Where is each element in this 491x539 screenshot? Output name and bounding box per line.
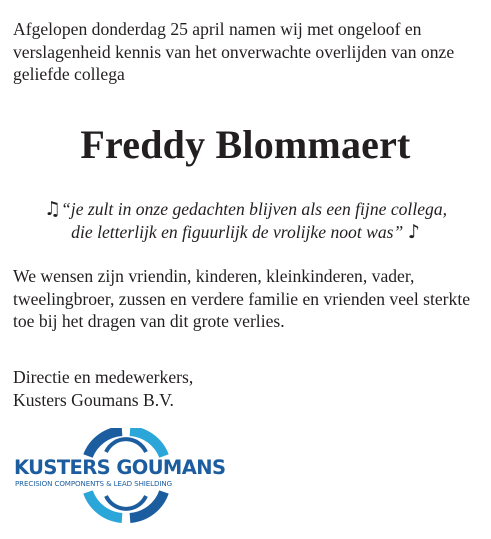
- kusters-goumans-logo: [14, 428, 226, 523]
- quote-line-1: [0, 198, 491, 221]
- logo-arc-upper-right: [130, 431, 164, 456]
- logo-brand-text: KUSTERS GOUMANS: [14, 456, 226, 479]
- memorial-quote: [0, 198, 491, 243]
- condolence-paragraph: We wensen zijn vriendin, kinderen, kleinkinderen, vader, tweelingbroer, zussen en verdere familie en vrienden veel sterkte toe bij het dragen van dit grote verlies.: [13, 266, 471, 331]
- quote-line-2-text: die letterlijk en figuurlijk de vrolijke noot was”: [71, 221, 404, 242]
- signoff-line-1: Directie en medewerkers,: [13, 367, 194, 387]
- music-note-icon: ♪: [407, 220, 420, 243]
- intro-paragraph: Afgelopen donderdag 25 april namen wij met ongeloof en verslagenheid kennis van het onverwachte overlijden van onze geliefde collega: [13, 19, 455, 84]
- quote-line-2: [0, 221, 491, 244]
- logo-inner-arc-top: [106, 439, 146, 452]
- deceased-name: Freddy Blommaert: [80, 122, 411, 167]
- signoff-line-2: Kusters Goumans B.V.: [13, 389, 174, 410]
- logo-arc-upper-left: [88, 431, 122, 456]
- quote-line-1-text: “je zult in onze gedachten blijven als een fijne collega,: [61, 199, 448, 219]
- music-notes-icon: ♫: [43, 198, 62, 220]
- logo-tagline-text: PRECISION COMPONENTS & LEAD SHIELDING: [15, 479, 172, 488]
- logo-inner-arc-bottom: [106, 496, 146, 509]
- signoff: [13, 366, 193, 411]
